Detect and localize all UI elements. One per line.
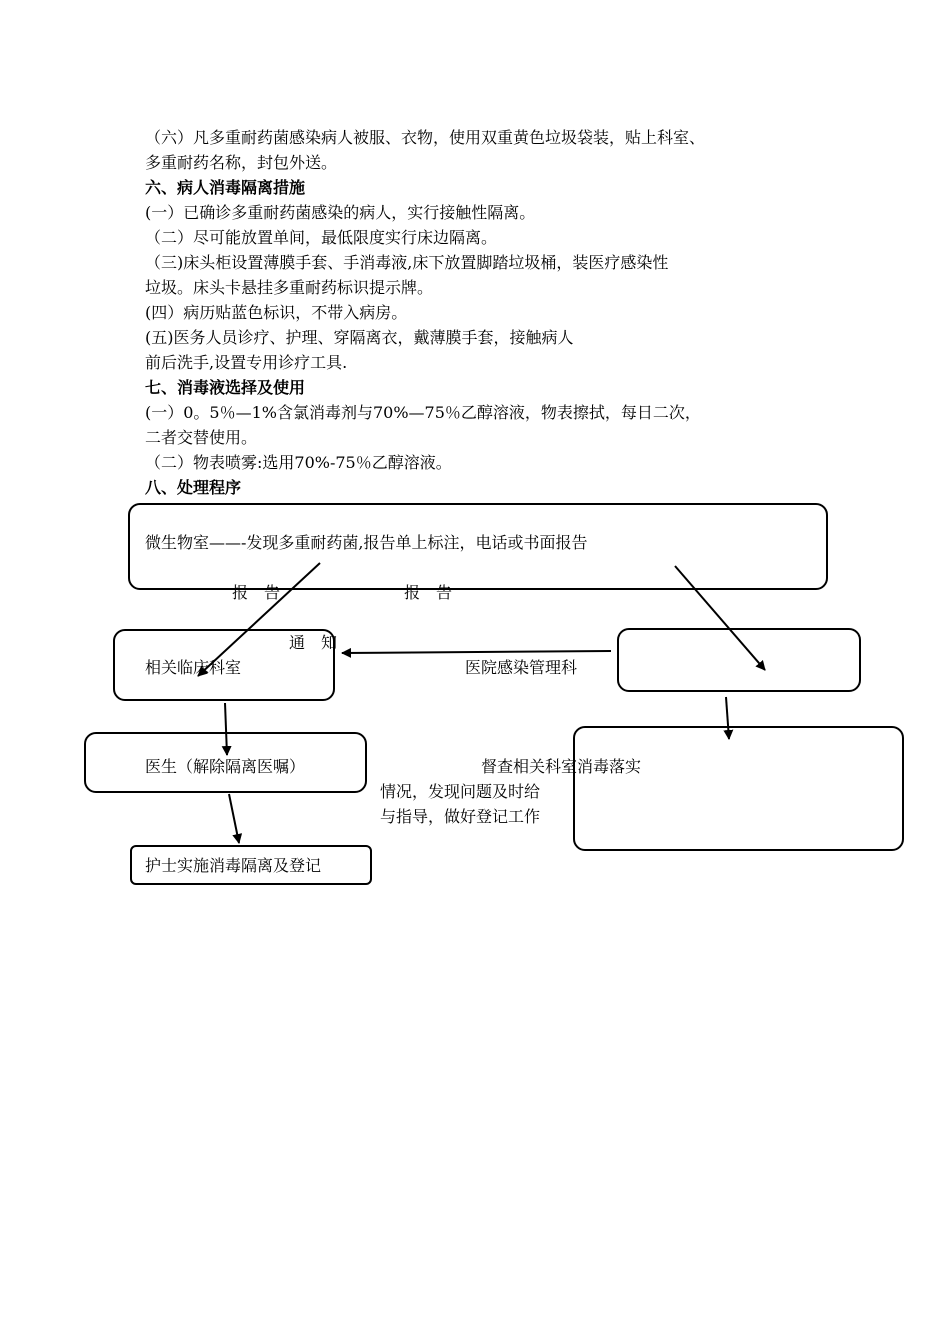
arrow-clinical-to-doctor — [225, 703, 227, 755]
arrow-lab-to-infection — [675, 566, 765, 670]
paragraph-line-6: 垃圾。床头卡悬挂多重耐药标识提示牌。 — [145, 278, 434, 297]
section-heading-6: 六、病人消毒隔离措施 — [145, 178, 306, 197]
paragraph-line-1: （六）凡多重耐药菌感染病人被服、衣物，使用双重黄色垃圾袋装，贴上科室、 — [145, 128, 706, 147]
notify-label: 通 知 — [289, 633, 338, 652]
supervise-text-2: 情况，发现问题及时给 — [380, 782, 541, 801]
section-heading-7: 七、消毒液选择及使用 — [145, 378, 306, 397]
arrow-infection-to-supervise — [726, 697, 729, 739]
infection-dept-text: 医院感染管理科 — [465, 658, 578, 677]
report-label-right: 报 告 — [404, 583, 453, 602]
paragraph-line-11: 二者交替使用。 — [145, 428, 258, 447]
micro-lab-text: 微生物室——-发现多重耐药菌,报告单上标注，电话或书面报告 — [145, 533, 588, 552]
supervise-text-1: 督查相关科室消毒落实 — [481, 757, 642, 776]
doctor-text: 医生（解除隔离医嘱） — [145, 757, 306, 776]
paragraph-line-7: (四）病历贴蓝色标识，不带入病房。 — [145, 303, 408, 322]
report-label-left: 报 告 — [232, 583, 281, 602]
arrow-infection-to-clinical — [342, 651, 611, 653]
paragraph-line-5: （三)床头柜设置薄膜手套、手消毒液,床下放置脚踏垃圾桶，装医疗感染性 — [145, 253, 669, 272]
clinical-dept-text: 相关临床科室 — [145, 658, 242, 677]
paragraph-line-12: （二）物表喷雾:选用70%-75％乙醇溶液。 — [145, 453, 452, 472]
paragraph-line-8: (五)医务人员诊疗、护理、穿隔离衣，戴薄膜手套，接触病人 — [145, 328, 574, 347]
paragraph-line-4: （二）尽可能放置单间，最低限度实行床边隔离。 — [145, 228, 498, 247]
nurse-text: 护士实施消毒隔离及登记 — [145, 856, 322, 875]
paragraph-line-10: (一）0。5％—1%含氯消毒剂与70%—75％乙醇溶液，物表擦拭，每日二次， — [145, 403, 701, 422]
paragraph-line-3: (一）已确诊多重耐药菌感染的病人，实行接触性隔离。 — [145, 203, 536, 222]
paragraph-line-2: 多重耐药名称，封包外送。 — [145, 153, 338, 172]
section-heading-8: 八、处理程序 — [145, 478, 242, 497]
paragraph-line-9: 前后洗手,设置专用诊疗工具. — [145, 353, 348, 372]
supervise-text-3: 与指导，做好登记工作 — [380, 807, 541, 826]
arrow-doctor-to-nurse — [229, 794, 239, 843]
